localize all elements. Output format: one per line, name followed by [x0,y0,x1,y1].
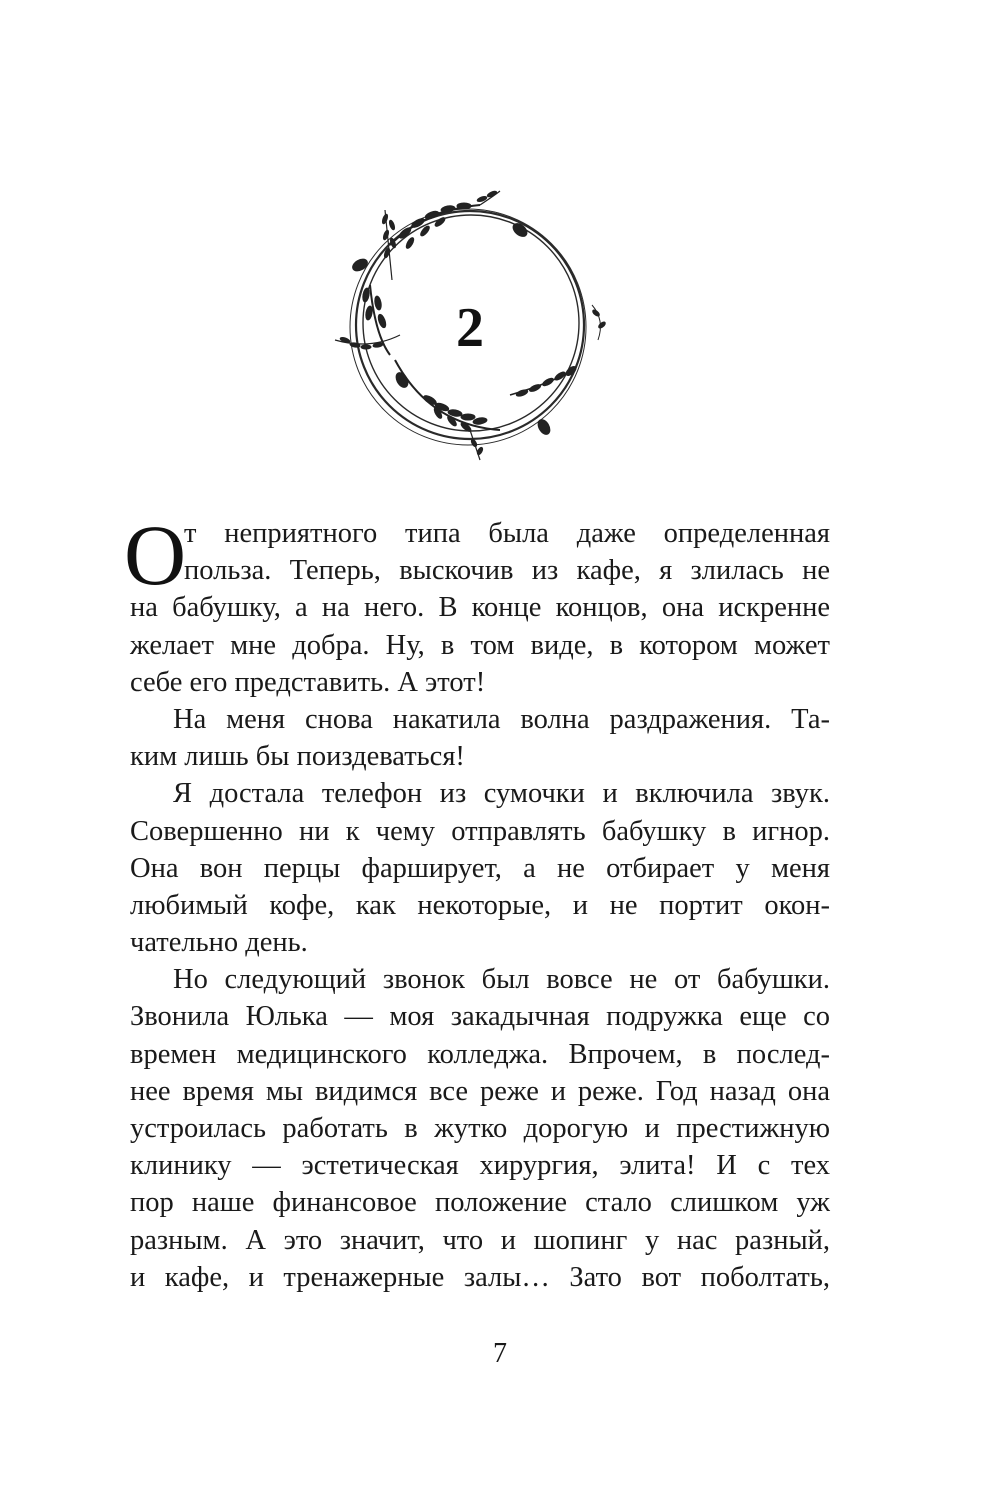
body-text [124,507,830,1296]
chapter-number: 2 [456,297,484,359]
chapter-ornament [330,185,610,465]
text-line: пор наше финансовое положение стало слишком уж [130,1187,830,1219]
text-line: любимый кофе, как некоторые, и не портит окон- [130,889,830,921]
text-line: Но следующий звонок был вовсе не от бабушки. [173,964,830,996]
text-line: На меня снова накатила волна раздражения. Та- [173,703,830,735]
drop-cap: О [124,507,187,603]
text-line: Она вон перцы фарширует, а не отбирает у меня [130,852,830,884]
text-line: польза. Теперь, выскочив из кафе, я злилась не [184,555,830,587]
text-line: разным. А это значит, что и шопинг у нас разный, [130,1224,830,1256]
text-line: устроилась работать в жутко дорогую и престижную [130,1113,830,1144]
text-line: клинику — эстетическая хирургия, элита! И с тех [130,1150,830,1182]
text-line: ким лишь бы поиздеваться! [130,741,465,773]
text-line: желает мне добра. Ну, в том виде, в котором может [130,629,830,661]
text-line: Совершенно ни к чему отправлять бабушку в игнор. [130,815,830,847]
text-line: Звонила Юлька — моя закадычная подружка еще со [130,1001,830,1033]
text-line: Я достала телефон из сумочки и включила звук. [173,778,830,810]
text-line: времен медицинского колледжа. Впрочем, в послед- [130,1038,830,1070]
text-line: на бабушку, а на него. В конце концов, она искренне [130,592,830,624]
text-line: т неприятного типа была даже определенная [184,518,830,549]
text-line: чательно день. [130,927,308,959]
text-line: себе его представить. А этот! [130,666,486,698]
text-line: нее время мы видимся все реже и реже. Год назад она [130,1075,830,1107]
text-line: и кафе, и тренажерные залы… Зато вот поболтать, [130,1261,830,1293]
page-number: 7 [493,1338,507,1369]
